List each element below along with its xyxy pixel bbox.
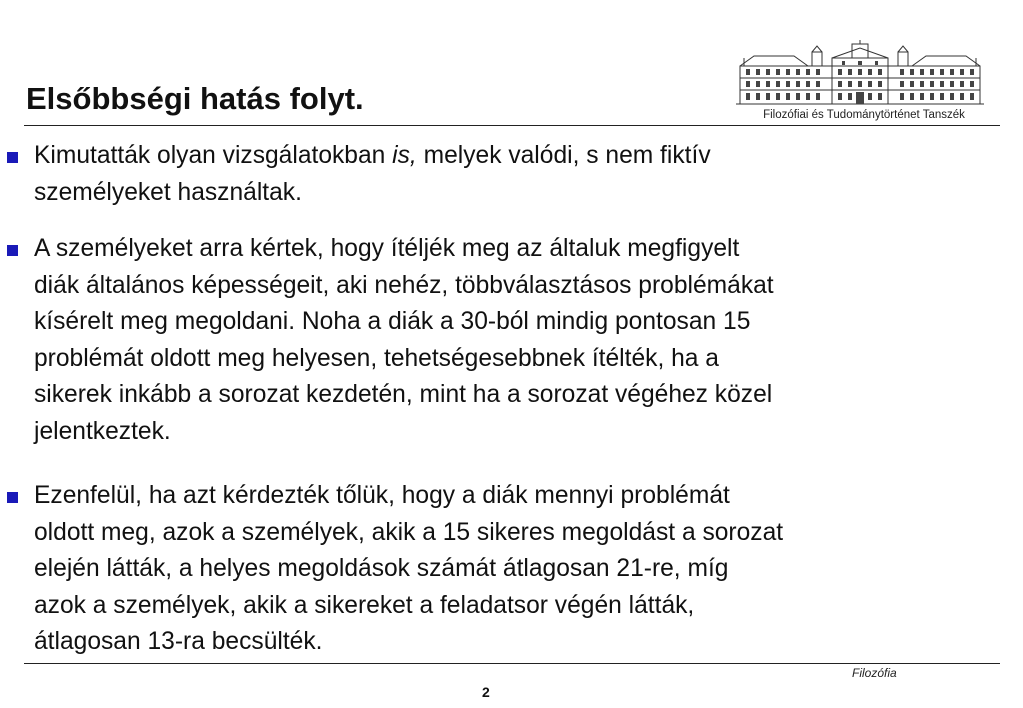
- bullet-item-3: [34, 478, 996, 661]
- bullet-line: jelentkeztek.: [34, 417, 171, 445]
- bullet-line: elején látták, a helyes megoldások számát átlagosan 21-re, míg: [34, 555, 729, 583]
- bullet-line: átlagosan 13-ra becsülték.: [34, 628, 323, 656]
- emphasis-text: is,: [392, 142, 417, 169]
- bullet-line: problémát oldott meg helyesen, tehetségesebbnek ítélték, ha a: [34, 344, 719, 372]
- bullet-line: [34, 138, 996, 175]
- bullet-text: Kimutatták olyan vizsgálatokban: [34, 142, 393, 169]
- bullet-line: személyeket használtak.: [34, 178, 302, 206]
- bullet-line: diák általános képességeit, aki nehéz, többválasztásos problémákat: [34, 271, 774, 299]
- page-number: 2: [482, 684, 490, 700]
- bullet-marker: [7, 152, 18, 163]
- university-building-icon: [734, 40, 986, 106]
- department-name: Filozófiai és Tudománytörténet Tanszék: [763, 109, 965, 121]
- bullet-item-1: [34, 138, 996, 211]
- slide-title: Elsőbbségi hatás folyt.: [26, 81, 364, 116]
- footer-label: Filozófia: [852, 666, 897, 680]
- bullet-line: A személyeket arra kértek, hogy ítéljék meg az általuk megfigyelt: [34, 235, 740, 262]
- bullet-line: oldott meg, azok a személyek, akik a 15 sikeres megoldást a sorozat: [34, 518, 784, 546]
- header-divider: [24, 125, 1000, 126]
- bullet-item-2: [34, 231, 996, 451]
- bullet-marker: [7, 245, 18, 256]
- bullet-line: Ezenfelül, ha azt kérdezték tőlük, hogy a diák mennyi problémát: [34, 482, 730, 509]
- bullet-line: azok a személyek, akik a sikereket a feladatsor végén látták,: [34, 591, 695, 619]
- bullet-line: sikerek inkább a sorozat kezdetén, mint ha a sorozat végéhez közel: [34, 381, 773, 409]
- bullet-line: kísérelt meg megoldani. Noha a diák a 30-ból mindig pontosan 15: [34, 308, 751, 336]
- bullet-marker: [7, 492, 18, 503]
- footer-divider: [24, 663, 1000, 664]
- bullet-text: melyek valódi, s nem fiktív: [416, 142, 711, 169]
